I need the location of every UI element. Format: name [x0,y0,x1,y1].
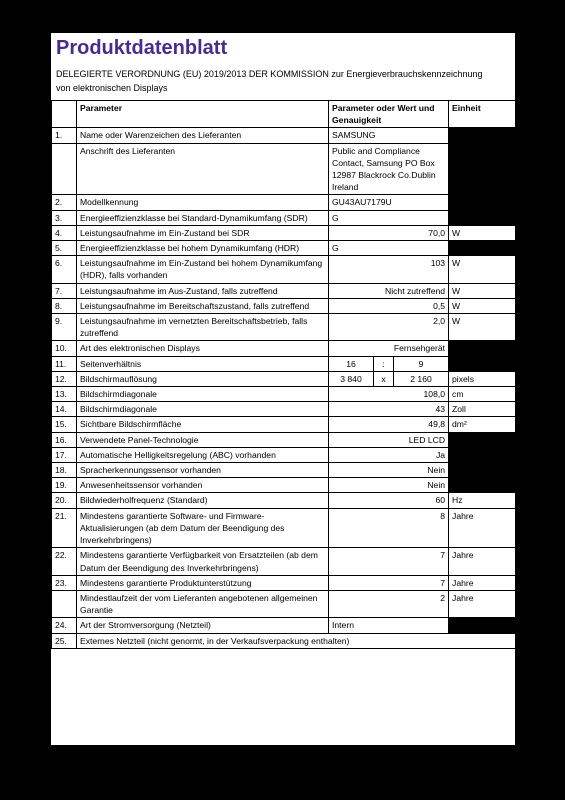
value-part-b: 2 160 [394,371,449,386]
table-row [52,447,516,462]
value-separator: : [374,356,394,371]
row-label: Energieeffizienzklasse bei Standard-Dynamikumfang (SDR) [77,210,329,225]
row-label: Art der Stromversorgung (Netzteil) [77,618,329,633]
unit-blank [449,241,516,256]
table-row [52,618,516,633]
row-label: Leistungsaufnahme im Ein-Zustand bei hohem Dynamikumfang (HDR), falls vorhanden [77,256,329,283]
row-label: Mindestens garantierte Verfügbarkeit von Ersatzteilen (ab dem Datum der Beendigung des Inverkehrbringens) [77,548,329,575]
row-value: 49,8 [329,417,449,432]
table-row [52,508,516,548]
row-value: 60 [329,493,449,508]
row-unit: Jahre [449,575,516,590]
row-number: 22. [52,548,77,575]
table-row [52,195,516,210]
row-number: 18. [52,463,77,478]
row-value: 108,0 [329,387,449,402]
row-number: 6. [52,256,77,283]
table-row [52,590,516,617]
row-unit: Jahre [449,508,516,548]
row-value: Nicht zutreffend [329,283,449,298]
row-label: Leistungsaufnahme im Ein-Zustand bei SDR [77,225,329,240]
row-number: 16. [52,432,77,447]
table-row [52,432,516,447]
table-row [52,633,516,648]
unit-blank [449,463,516,478]
row-number: 23. [52,575,77,590]
row-number [52,590,77,617]
row-number: 13. [52,387,77,402]
row-unit: pixels [449,371,516,386]
value-separator: x [374,371,394,386]
row-unit: W [449,256,516,283]
row-label: Modellkennung [77,195,329,210]
row-value: 2 [329,590,449,617]
row-value: Nein [329,463,449,478]
unit-blank [449,356,516,371]
row-unit: Hz [449,493,516,508]
row-value: 2,0 [329,314,449,341]
table-row [52,341,516,356]
row-number: 9. [52,314,77,341]
row-number: 17. [52,447,77,462]
row-number: 5. [52,241,77,256]
unit-blank [449,341,516,356]
datasheet-page [51,33,515,745]
table-row [52,548,516,575]
row-number: 7. [52,283,77,298]
table-row [52,478,516,493]
row-value: Nein [329,478,449,493]
row-number: 12. [52,371,77,386]
row-value: 43 [329,402,449,417]
unit-blank [449,432,516,447]
row-number: 11. [52,356,77,371]
row-label: Leistungsaufnahme im Bereitschaftszustand, falls zutreffend [77,298,329,313]
row-label: Energieeffizienzklasse bei hohem Dynamikumfang (HDR) [77,241,329,256]
row-number: 24. [52,618,77,633]
value-part-b: 9 [394,356,449,371]
row-value: G [329,241,449,256]
table-header-row [52,101,516,128]
row-number: 10. [52,341,77,356]
table-row [52,283,516,298]
row-number: 20. [52,493,77,508]
table-row [52,210,516,225]
row-label: Leistungsaufnahme im Aus-Zustand, falls zutreffend [77,283,329,298]
row-value: SAMSUNG [329,128,449,143]
row-value: GU43AU7179U [329,195,449,210]
unit-blank [449,195,516,210]
unit-blank [449,478,516,493]
row-value: 0,5 [329,298,449,313]
unit-blank [449,143,516,195]
row-number: 2. [52,195,77,210]
row-unit: Jahre [449,548,516,575]
row-label: Bildwiederholfrequenz (Standard) [77,493,329,508]
row-unit: W [449,298,516,313]
unit-blank [449,210,516,225]
row-label: Automatische Helligkeitsregelung (ABC) vorhanden [77,447,329,462]
page-subtitle: DELEGIERTE VERORDNUNG (EU) 2019/2013 DER KOMMISSION zur Energieverbrauchskennzeichnung von elektronischen Displays [56,69,483,93]
value-part-a: 3 840 [329,371,374,386]
row-unit: cm [449,387,516,402]
table-row [52,256,516,283]
row-value: 103 [329,256,449,283]
row-number: 25. [52,633,77,648]
row-number: 1. [52,128,77,143]
row-value: G [329,210,449,225]
row-unit: W [449,225,516,240]
page-title: Produktdatenblatt [56,37,228,59]
row-label: Bildschirmdiagonale [77,402,329,417]
row-label: Art des elektronischen Displays [77,341,329,356]
row-label: Anschrift des Lieferanten [77,143,329,195]
header-unit: Einheit [449,101,516,128]
table-row [52,356,516,371]
row-label: Mindestens garantierte Produktunterstützung [77,575,329,590]
row-number [52,143,77,195]
table-row [52,387,516,402]
table-row [52,143,516,195]
row-number: 19. [52,478,77,493]
row-number: 15. [52,417,77,432]
unit-blank [449,618,516,633]
row-value: Intern [329,618,449,633]
row-label: Externes Netzteil (nicht genormt, in der Verkaufsverpackung enthalten) [77,633,516,648]
row-label: Sichtbare Bildschirmfläche [77,417,329,432]
header-value: Parameter oder Wert und Genauigkeit [329,101,449,128]
table-row [52,575,516,590]
row-label: Mindestlaufzeit der vom Lieferanten angebotenen allgemeinen Garantie [77,590,329,617]
row-label: Bildschirmauflösung [77,371,329,386]
row-unit: Jahre [449,590,516,617]
value-part-a: 16 [329,356,374,371]
row-value: 7 [329,575,449,590]
table-row [52,314,516,341]
row-unit: W [449,283,516,298]
table-row [52,241,516,256]
table-row [52,402,516,417]
row-number: 3. [52,210,77,225]
row-unit: Zoll [449,402,516,417]
row-value: Ja [329,447,449,462]
row-number: 14. [52,402,77,417]
row-label: Name oder Warenzeichen des Lieferanten [77,128,329,143]
unit-blank [449,128,516,143]
table-row [52,225,516,240]
row-value: Public and Compliance Contact, Samsung PO Box 12987 Blackrock Co.Dublin Ireland [329,143,449,195]
row-number: 4. [52,225,77,240]
header-num [52,101,77,128]
row-label: Seitenverhältnis [77,356,329,371]
row-value: Fernsehgerät [329,341,449,356]
table-row [52,417,516,432]
row-number: 21. [52,508,77,548]
row-label: Anwesenheitssensor vorhanden [77,478,329,493]
datasheet-table [51,100,516,649]
row-value: 70,0 [329,225,449,240]
row-value: 7 [329,548,449,575]
row-unit: W [449,314,516,341]
row-label: Leistungsaufnahme im vernetzten Bereitschaftsbetrieb, falls zutreffend [77,314,329,341]
row-number: 8. [52,298,77,313]
table-row [52,371,516,386]
row-value: 8 [329,508,449,548]
row-unit: dm² [449,417,516,432]
row-label: Mindestens garantierte Software- und Firmware-Aktualisierungen (ab dem Datum der Beendigung des Inverkehrbringens) [77,508,329,548]
row-value: LED LCD [329,432,449,447]
unit-blank [449,447,516,462]
row-label: Verwendete Panel-Technologie [77,432,329,447]
row-label: Spracherkennungssensor vorhanden [77,463,329,478]
table-row [52,128,516,143]
table-row [52,298,516,313]
table-row [52,493,516,508]
header-param: Parameter [77,101,329,128]
table-row [52,463,516,478]
row-label: Bildschirmdiagonale [77,387,329,402]
